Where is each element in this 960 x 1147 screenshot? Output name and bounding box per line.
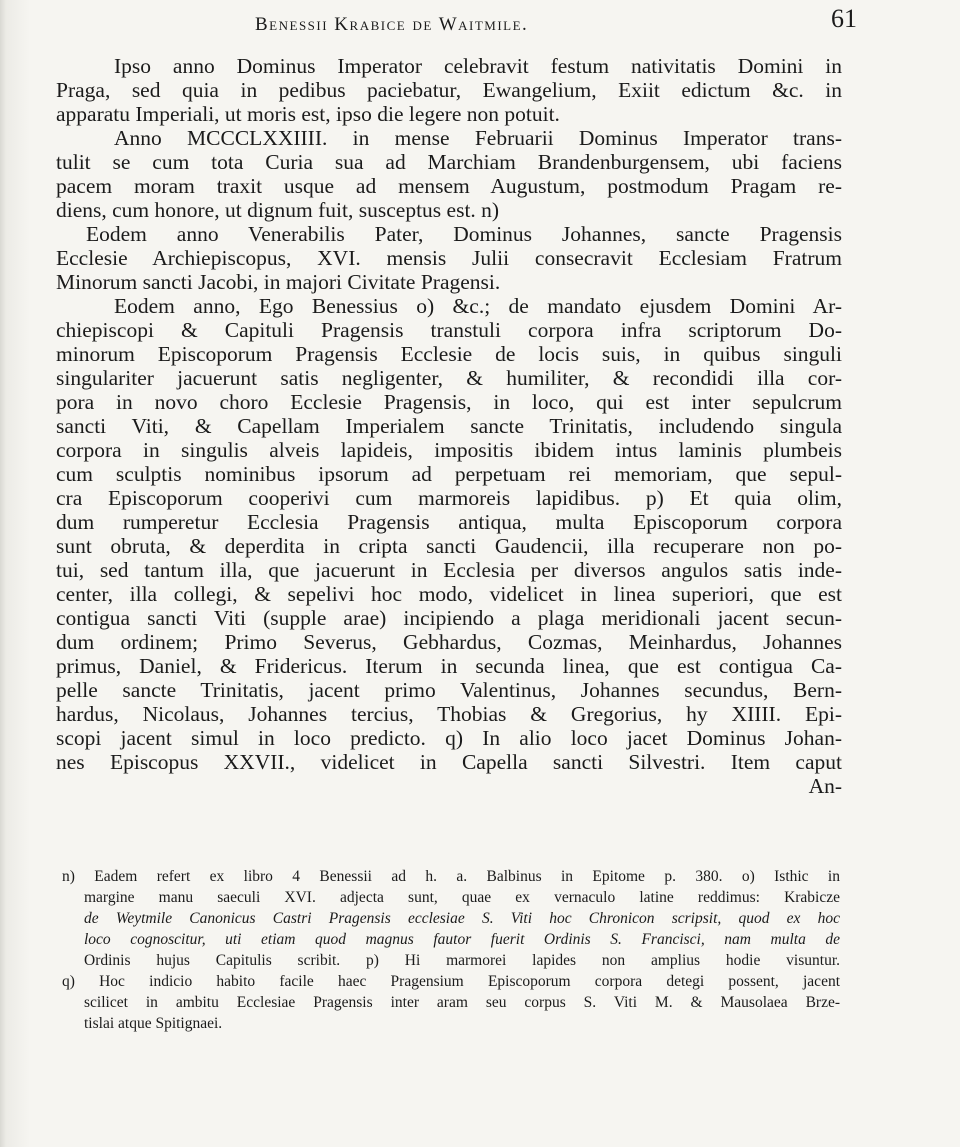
text-line: pelle sancte Trinitatis, jacent primo Valentinus, Johannes secundus, Bern- (56, 678, 842, 702)
text-line: Ipso anno Dominus Imperator celebravit festum nativitatis Domini in (114, 54, 842, 78)
footnote-line: n) Eadem refert ex libro 4 Benessii ad h. a. Balbinus in Epitome p. 380. o) Isthic in (62, 868, 840, 885)
text-line: minorum Episcoporum Pragensis Ecclesie de locis suis, in quibus singuli (56, 342, 842, 366)
text-line: pora in novo choro Ecclesie Pragensis, in loco, qui est inter sepulcrum (56, 390, 842, 414)
catchword: An- (808, 774, 842, 798)
text-line: tui, sed tantum illa, que jacuerunt in Ecclesia per diversos angulos satis inde- (56, 558, 842, 582)
text-line: Minorum sancti Jacobi, in majori Civitate Pragensi. (56, 270, 501, 294)
text-line: scopi jacent simul in loco predicto. q) In alio loco jacet Dominus Johan- (56, 726, 842, 750)
text-line: dum ordinem; Primo Severus, Gebhardus, Cozmas, Meinhardus, Johannes (56, 630, 842, 654)
footnotes (62, 866, 840, 1034)
text-line: Anno MCCCLXXIIII. in mense Februarii Dominus Imperator trans- (114, 126, 842, 150)
text-line: corpora in singulis alveis lapideis, impositis ibidem intus laminis plumbeis (56, 438, 842, 462)
text-line: cum sculptis nominibus ipsorum ad perpetuam rei memoriam, que sepul- (56, 462, 842, 486)
text-line: primus, Daniel, & Fridericus. Iterum in secunda linea, que est contigua Ca- (56, 654, 842, 678)
text-line: chiepiscopi & Capituli Pragensis transtuli corpora infra scriptorum Do- (56, 318, 842, 342)
footnote-line: loco cognoscitur, uti etiam quod magnus fautor fuerit Ordinis S. Francisci, nam multa de (84, 931, 840, 948)
page-header (255, 4, 857, 44)
footnote-line: tislai atque Spitignaei. (84, 1015, 223, 1032)
text-line: tulit se cum tota Curia sua ad Marchiam Brandenburgensem, ubi faciens (56, 150, 842, 174)
text-line: sancti Viti, & Capellam Imperialem sancte Trinitatis, includendo singula (56, 414, 842, 438)
text-line: sunt obruta, & deperdita in cripta sancti Gaudencii, illa recuperare non po- (56, 534, 842, 558)
text-line: Ecclesie Archiepiscopus, XVI. mensis Julii consecravit Ecclesiam Fratrum (56, 246, 842, 270)
text-line: Praga, sed quia in pedibus paciebatur, Ewangelium, Exiit edictum &c. in (56, 78, 842, 102)
text-line: dum rumperetur Ecclesia Pragensis antiqua, multa Episcoporum corpora (56, 510, 842, 534)
text-line: hardus, Nicolaus, Johannes tercius, Thobias & Gregorius, hy XIIII. Epi- (56, 702, 842, 726)
text-line: cra Episcoporum cooperivi cum marmoreis lapidibus. p) Et quia olim, (56, 486, 842, 510)
text-line: contigua sancti Viti (supple arae) incipiendo a plaga meridionali jacent secun- (56, 606, 842, 630)
text-line: apparatu Imperiali, ut moris est, ipso die legere non potuit. (56, 102, 560, 126)
text-line: nes Episcopus XXVII., videlicet in Capella sancti Silvestri. Item caput (56, 750, 842, 774)
running-head: Benessii Krabice de Waitmile. (255, 14, 529, 35)
text-line: singulariter jacuerunt satis negligenter, & humiliter, & recondidi illa cor- (56, 366, 842, 390)
text-line: diens, cum honore, ut dignum fuit, susceptus est. n) (56, 198, 500, 222)
text-line: Eodem anno Venerabilis Pater, Dominus Johannes, sancte Pragensis (86, 222, 842, 246)
footnote-line: Ordinis hujus Capitulis scribit. p) Hi marmorei lapides non amplius hodie visuntur. (84, 952, 840, 969)
text-line: center, illa collegi, & sepelivi hoc modo, videlicet in linea superiori, que est (56, 582, 842, 606)
text-line: Eodem anno, Ego Benessius o) &c.; de mandato ejusdem Domini Ar- (114, 294, 842, 318)
text-line: pacem moram traxit usque ad mensem Augustum, postmodum Pragam re- (56, 174, 842, 198)
footnote-line: scilicet in ambitu Ecclesiae Pragensis inter aram seu corpus S. Viti M. & Mausolaea Brze- (84, 994, 840, 1011)
page-number: 61 (831, 4, 857, 33)
footnote-line: q) Hoc indicio habito facile haec Pragensium Episcoporum corpora detegi possent, jacent (62, 973, 840, 990)
footnote-line: margine manu saeculi XVI. adjecta sunt, quae ex vernaculo latine reddimus: Krabicze (84, 889, 840, 906)
main-text (56, 54, 842, 798)
footnote-line: de Weytmile Canonicus Castri Pragensis ecclesiae S. Viti hoc Chronicon scripsit, quod ex hoc (84, 910, 840, 927)
